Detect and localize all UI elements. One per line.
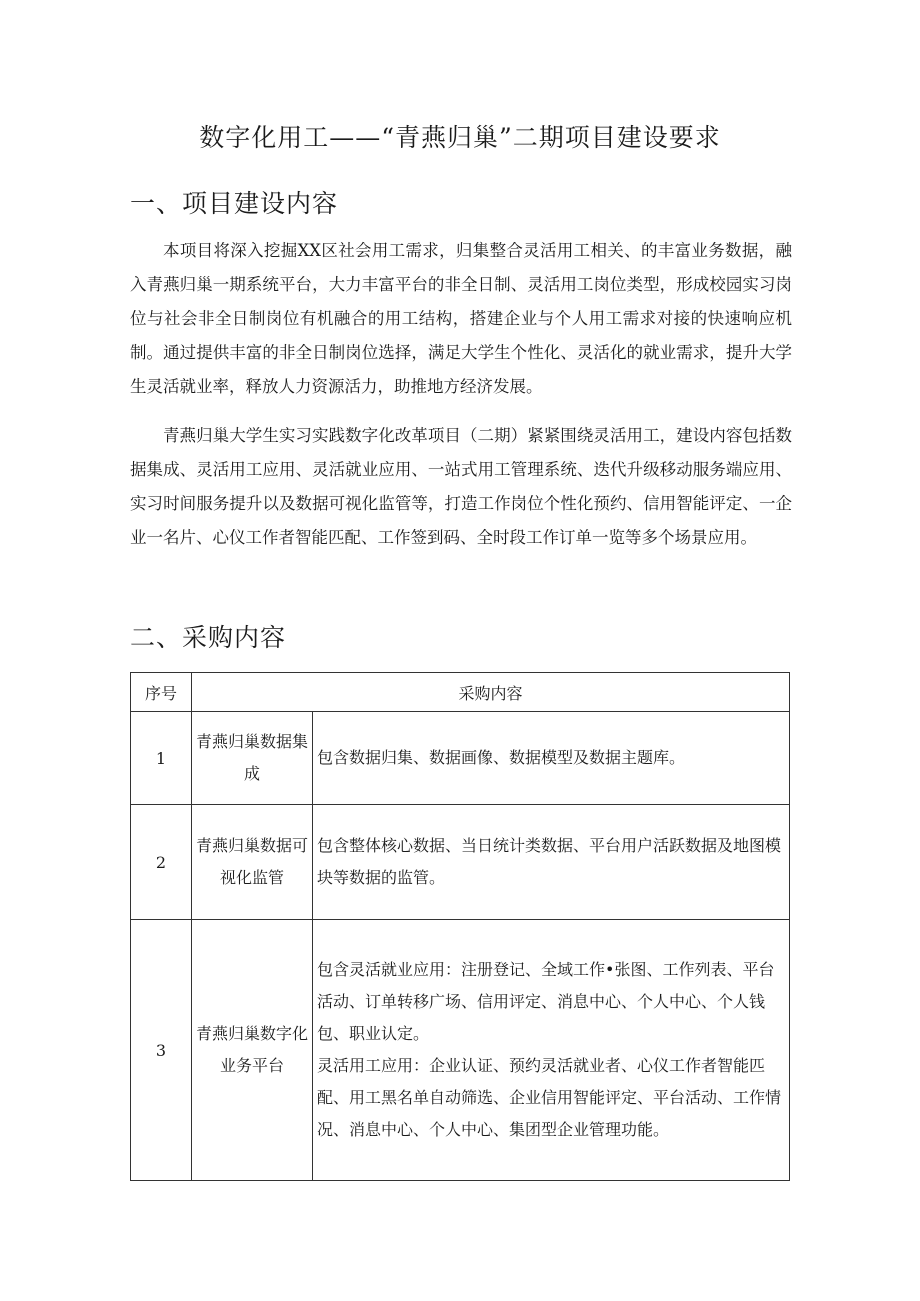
table-row: [131, 920, 790, 1181]
row-item-name: 青燕归巢数字化业务平台: [192, 920, 313, 1181]
section-1-paragraph-2: 青燕归巢大学生实习实践数字化改革项目（二期）紧紧围绕灵活用工，建设内容包括数据集成、灵活用工应用、灵活就业应用、一站式用工管理系统、迭代升级移动服务端应用、实习时间服务提升以及数据可视化监管等，打造工作岗位个性化预约、信用智能评定、一企业一名片、心仪工作者智能匹配、工作签到码、全时段工作订单一览等多个场景应用。: [130, 426, 792, 547]
section-1-heading: 一、项目建设内容: [130, 189, 339, 218]
header-content: 采购内容: [192, 673, 790, 712]
row-description-part-2: 灵活用工应用：企业认证、预约灵活就业者、心仪工作者智能匹配、用工黑名单自动筛选、企业信用智能评定、平台活动、工作情况、消息中心、个人中心、集团型企业管理功能。: [317, 1056, 782, 1139]
section-1-paragraph-1: 本项目将深入挖掘XX区社会用工需求，归集整合灵活用工相关、的丰富业务数据，融入青燕归巢一期系统平台，大力丰富平台的非全日制、灵活用工岗位类型，形成校园实习岗位与社会非全日制岗位有机融合的用工结构，搭建企业与个人用工需求对接的快速响应机制。通过提供丰富的非全日制岗位选择，满足大学生个性化、灵活化的就业需求，提升大学生灵活就业率，释放人力资源活力，助推地方经济发展。: [130, 241, 792, 396]
row-description: 包含整体核心数据、当日统计类数据、平台用户活跃数据及地图模块等数据的监管。: [313, 805, 790, 920]
table-header-row: [131, 673, 790, 712]
table-row: [131, 712, 790, 805]
row-description-part-1: 包含灵活就业应用：注册登记、全域工作•张图、工作列表、平台活动、订单转移广场、信用评定、消息中心、个人中心、个人钱包、职业认定。: [317, 960, 775, 1043]
procurement-table: [130, 672, 790, 1181]
header-no: 序号: [131, 673, 192, 712]
row-description: 包含数据归集、数据画像、数据模型及数据主题库。: [313, 712, 790, 805]
document-title: 数字化用工——“青燕归巢”二期项目建设要求: [199, 123, 721, 152]
table-row: [131, 805, 790, 920]
row-description: [313, 920, 790, 1181]
row-no: 3: [131, 920, 192, 1181]
row-item-name: 青燕归巢数据集成: [192, 712, 313, 805]
section-2-heading: 二、采购内容: [130, 623, 287, 652]
row-no: 2: [131, 805, 192, 920]
row-no: 1: [131, 712, 192, 805]
row-item-name: 青燕归巢数据可视化监管: [192, 805, 313, 920]
